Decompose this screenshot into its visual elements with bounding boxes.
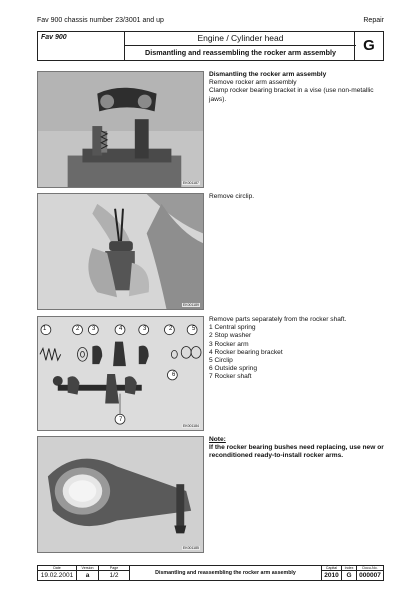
footer-docu-cell: [357, 566, 383, 580]
footer-date-cell: [38, 566, 77, 580]
callout-1: 1: [43, 326, 47, 332]
version-value: a: [85, 572, 90, 579]
footer-capital-cell: [322, 566, 342, 580]
step-2-line-1: Remove circlip.: [209, 193, 255, 200]
subject-title: Dismantling and reassembling the rocker arm assembly: [145, 48, 336, 57]
footer-description: Dismantling and reassembling the rocker arm assembly: [130, 566, 322, 580]
version-label: Version: [77, 566, 98, 571]
index-value: G: [346, 572, 352, 579]
step-4-text: [209, 436, 384, 461]
image-code: EK001185: [182, 546, 199, 550]
image-code: EK001189: [182, 303, 199, 307]
step-1-line-2: Clamp rocker bearing bracket in a vise (use non-metallic jaws).: [209, 87, 374, 103]
callout-6: 6: [172, 372, 176, 378]
rocker-arm-illustration: [38, 437, 203, 552]
callout-7: 7: [119, 417, 123, 423]
photo-rocker-assembly-vise: [37, 71, 204, 188]
docu-value: 000007: [359, 572, 381, 579]
image-code: EK001184: [182, 424, 199, 428]
part-list-item: 1 Central spring: [209, 324, 256, 332]
date-value: 19.02.2001: [40, 572, 74, 579]
section-letter: G: [354, 32, 383, 60]
callout-2: 2: [76, 326, 80, 332]
part-list-item: 3 Rocker arm: [209, 340, 249, 348]
part-list-item: 2 Stop washer: [209, 332, 252, 340]
footer-version-cell: [77, 566, 99, 580]
exploded-parts-diagram: [37, 316, 204, 431]
callout-5: 5: [192, 326, 196, 332]
note-label: Note:: [209, 436, 226, 443]
callout-4: 4: [119, 326, 123, 332]
callout-2b: 2: [169, 326, 173, 332]
part-list-item: 4 Rocker bearing bracket: [209, 348, 283, 356]
date-label: Date: [38, 566, 76, 571]
part-list-item: 7 Rocker shaft: [209, 373, 252, 381]
capital-label: Capital: [322, 566, 341, 571]
step-3-intro: Remove parts separately from the rocker shaft.: [209, 316, 347, 323]
image-code: EK001187: [182, 181, 199, 185]
page-label: Page: [99, 566, 129, 571]
document-type: Repair: [363, 17, 384, 24]
document-footer: [37, 565, 384, 581]
footer-page-cell: [99, 566, 130, 580]
photo-rocker-arm-bushing: [37, 436, 204, 553]
step-1-line-1: Remove rocker arm assembly: [209, 79, 297, 87]
note-text: If the rocker bearing bushes need replacing, use new or reconditioned ready-to-install rocker arms.: [209, 444, 384, 460]
circlip-removal-illustration: [38, 194, 203, 309]
photo-remove-circlip: [37, 193, 204, 310]
index-label: Index: [342, 566, 356, 571]
callout-3b: 3: [143, 326, 147, 332]
step-1-heading: Dismantling the rocker arm assembly: [209, 71, 327, 78]
capital-value: 2010: [324, 572, 339, 579]
docu-label: Docu-No.: [357, 566, 383, 571]
step-2-text: [209, 193, 384, 201]
chassis-info: Fav 900 chassis number 23/3001 and up: [37, 17, 164, 24]
footer-index-cell: [342, 566, 357, 580]
part-list-item: 5 Circlip: [209, 357, 233, 365]
step-3-text: [209, 316, 384, 382]
section-title: Engine / Cylinder head: [125, 32, 356, 46]
step-1-text: [209, 71, 384, 104]
part-list-item: 6 Outside spring: [209, 365, 258, 373]
callout-3: 3: [92, 326, 96, 332]
model-name: Fav 900: [38, 32, 125, 60]
rocker-shaft-parts-illustration: [38, 317, 203, 430]
rocker-vise-illustration: [38, 72, 203, 187]
page-value: 1/2: [109, 572, 119, 579]
title-block: [37, 31, 384, 61]
